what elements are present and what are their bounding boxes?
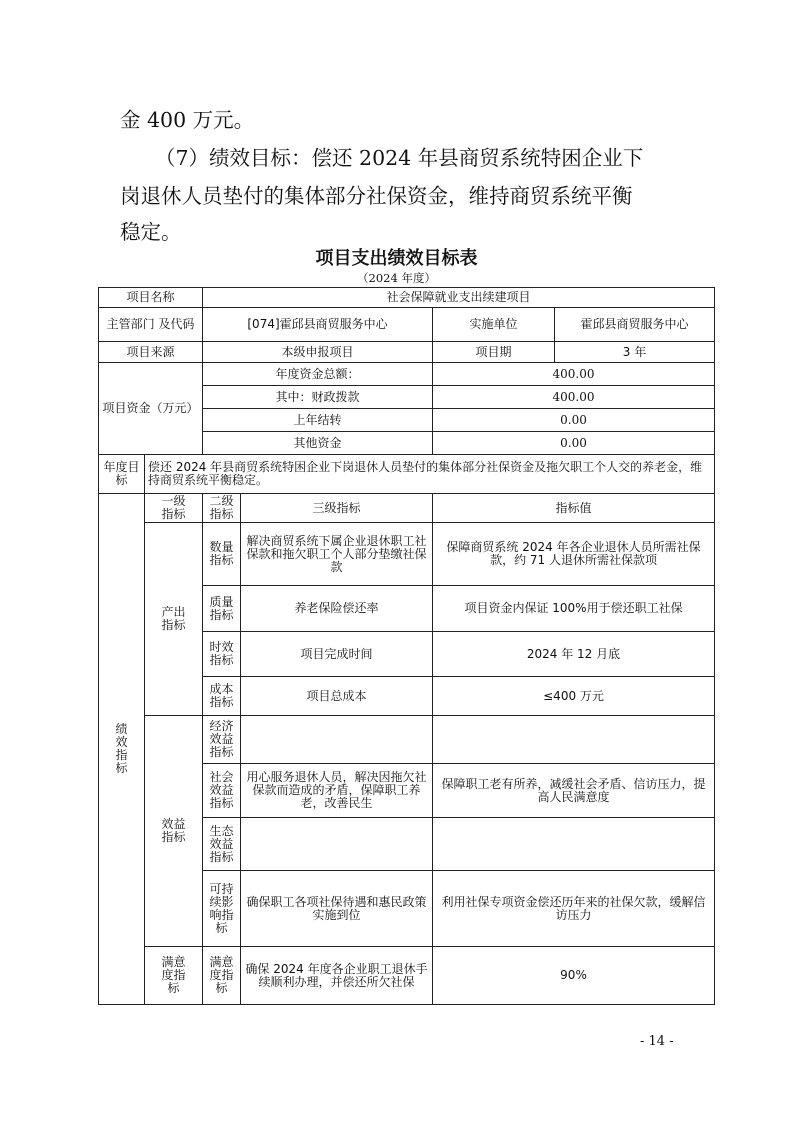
body-line-1: 金 400 万元。 — [120, 108, 255, 132]
benefit-label: 效益指标 — [145, 716, 203, 947]
source-value: 本级申报项目 — [203, 342, 433, 363]
period-value: 3 年 — [555, 342, 715, 363]
output-value: 2024 年 12 月底 — [433, 632, 715, 677]
funds-row-value: 400.00 — [433, 386, 715, 409]
output-l3: 解决商贸系统下属企业退休职工社保款和拖欠职工个人部分垫缴社保款 — [241, 523, 433, 586]
dept-value: [074]霍邱县商贸服务中心 — [203, 308, 433, 342]
project-name: 社会保障就业支出续建项目 — [203, 288, 715, 308]
benefit-l2: 可持续影响指标 — [203, 871, 241, 947]
funds-label: 项目资金（万元） — [99, 363, 203, 455]
benefit-l3 — [241, 716, 433, 764]
perf-label: 绩效指标 — [99, 494, 145, 1005]
goal-label: 年度目标 — [99, 455, 145, 494]
satisfaction-label: 满意度指标 — [145, 947, 203, 1005]
satisfaction-l2: 满意度指标 — [203, 947, 241, 1005]
output-value: 项目资金内保证 100%用于偿还职工社保 — [433, 586, 715, 632]
impl-value: 霍邱县商贸服务中心 — [555, 308, 715, 342]
output-l2: 成本指标 — [203, 677, 241, 716]
funds-row-label: 其中：财政拨款 — [203, 386, 433, 409]
body-line-2: （7）绩效目标：偿还 2024 年县商贸系统特困企业下 — [155, 146, 644, 170]
output-l3: 养老保险偿还率 — [241, 586, 433, 632]
funds-row-label: 其他资金 — [203, 432, 433, 455]
output-label: 产出指标 — [145, 523, 203, 716]
benefit-l2: 生态效益指标 — [203, 818, 241, 871]
header-level-1: 一级指标 — [145, 494, 203, 523]
output-l2: 质量指标 — [203, 586, 241, 632]
performance-table — [98, 287, 715, 1005]
goal-text: 偿还 2024 年县商贸系统特困企业下岗退休人员垫付的集体部分社保资金及拖欠职工个人交的养老金，维持商贸系统平衡稳定。 — [145, 455, 715, 494]
output-value: 保障商贸系统 2024 年各企业退休人员所需社保款，约 71 人退休所需社保款项 — [433, 523, 715, 586]
output-l3: 项目总成本 — [241, 677, 433, 716]
funds-row-label: 年度资金总额： — [203, 363, 433, 386]
satisfaction-l3: 确保 2024 年度各企业职工退休手续顺利办理，并偿还所欠社保 — [241, 947, 433, 1005]
header-level-3: 三级指标 — [241, 494, 433, 523]
header-level-2: 二级指标 — [203, 494, 241, 523]
output-l3: 项目完成时间 — [241, 632, 433, 677]
output-l2: 时效指标 — [203, 632, 241, 677]
benefit-l3: 用心服务退休人员，解决因拖欠社保款而造成的矛盾，保障职工养老，改善民生 — [241, 764, 433, 818]
benefit-value: 保障职工老有所养，减缓社会矛盾、信访压力，提高人民满意度 — [433, 764, 715, 818]
body-line-3: 岗退休人员垫付的集体部分社保资金，维持商贸系统平衡 — [120, 184, 633, 208]
period-label: 项目期 — [433, 342, 555, 363]
body-line-4: 稳定。 — [120, 220, 182, 244]
impl-label: 实施单位 — [433, 308, 555, 342]
funds-row-value: 400.00 — [433, 363, 715, 386]
benefit-l3 — [241, 818, 433, 871]
output-l2: 数量指标 — [203, 523, 241, 586]
funds-row-label: 上年结转 — [203, 409, 433, 432]
satisfaction-value: 90% — [433, 947, 715, 1005]
benefit-value — [433, 716, 715, 764]
benefit-value: 利用社保专项资金偿还历年来的社保欠款，缓解信访压力 — [433, 871, 715, 947]
benefit-l3: 确保职工各项社保待遇和惠民政策实施到位 — [241, 871, 433, 947]
funds-row-value: 0.00 — [433, 409, 715, 432]
funds-row-value: 0.00 — [433, 432, 715, 455]
output-value: ≤400 万元 — [433, 677, 715, 716]
header-value: 指标值 — [433, 494, 715, 523]
source-label: 项目来源 — [99, 342, 203, 363]
benefit-value — [433, 818, 715, 871]
benefit-l2: 经济效益指标 — [203, 716, 241, 764]
table-year: （2024 年度） — [357, 271, 436, 285]
page-number: - 14 - — [640, 1034, 674, 1049]
benefit-l2: 社会效益指标 — [203, 764, 241, 818]
table-title: 项目支出绩效目标表 — [315, 248, 478, 269]
project-name-label: 项目名称 — [99, 288, 203, 308]
dept-label: 主管部门 及代码 — [99, 308, 203, 342]
